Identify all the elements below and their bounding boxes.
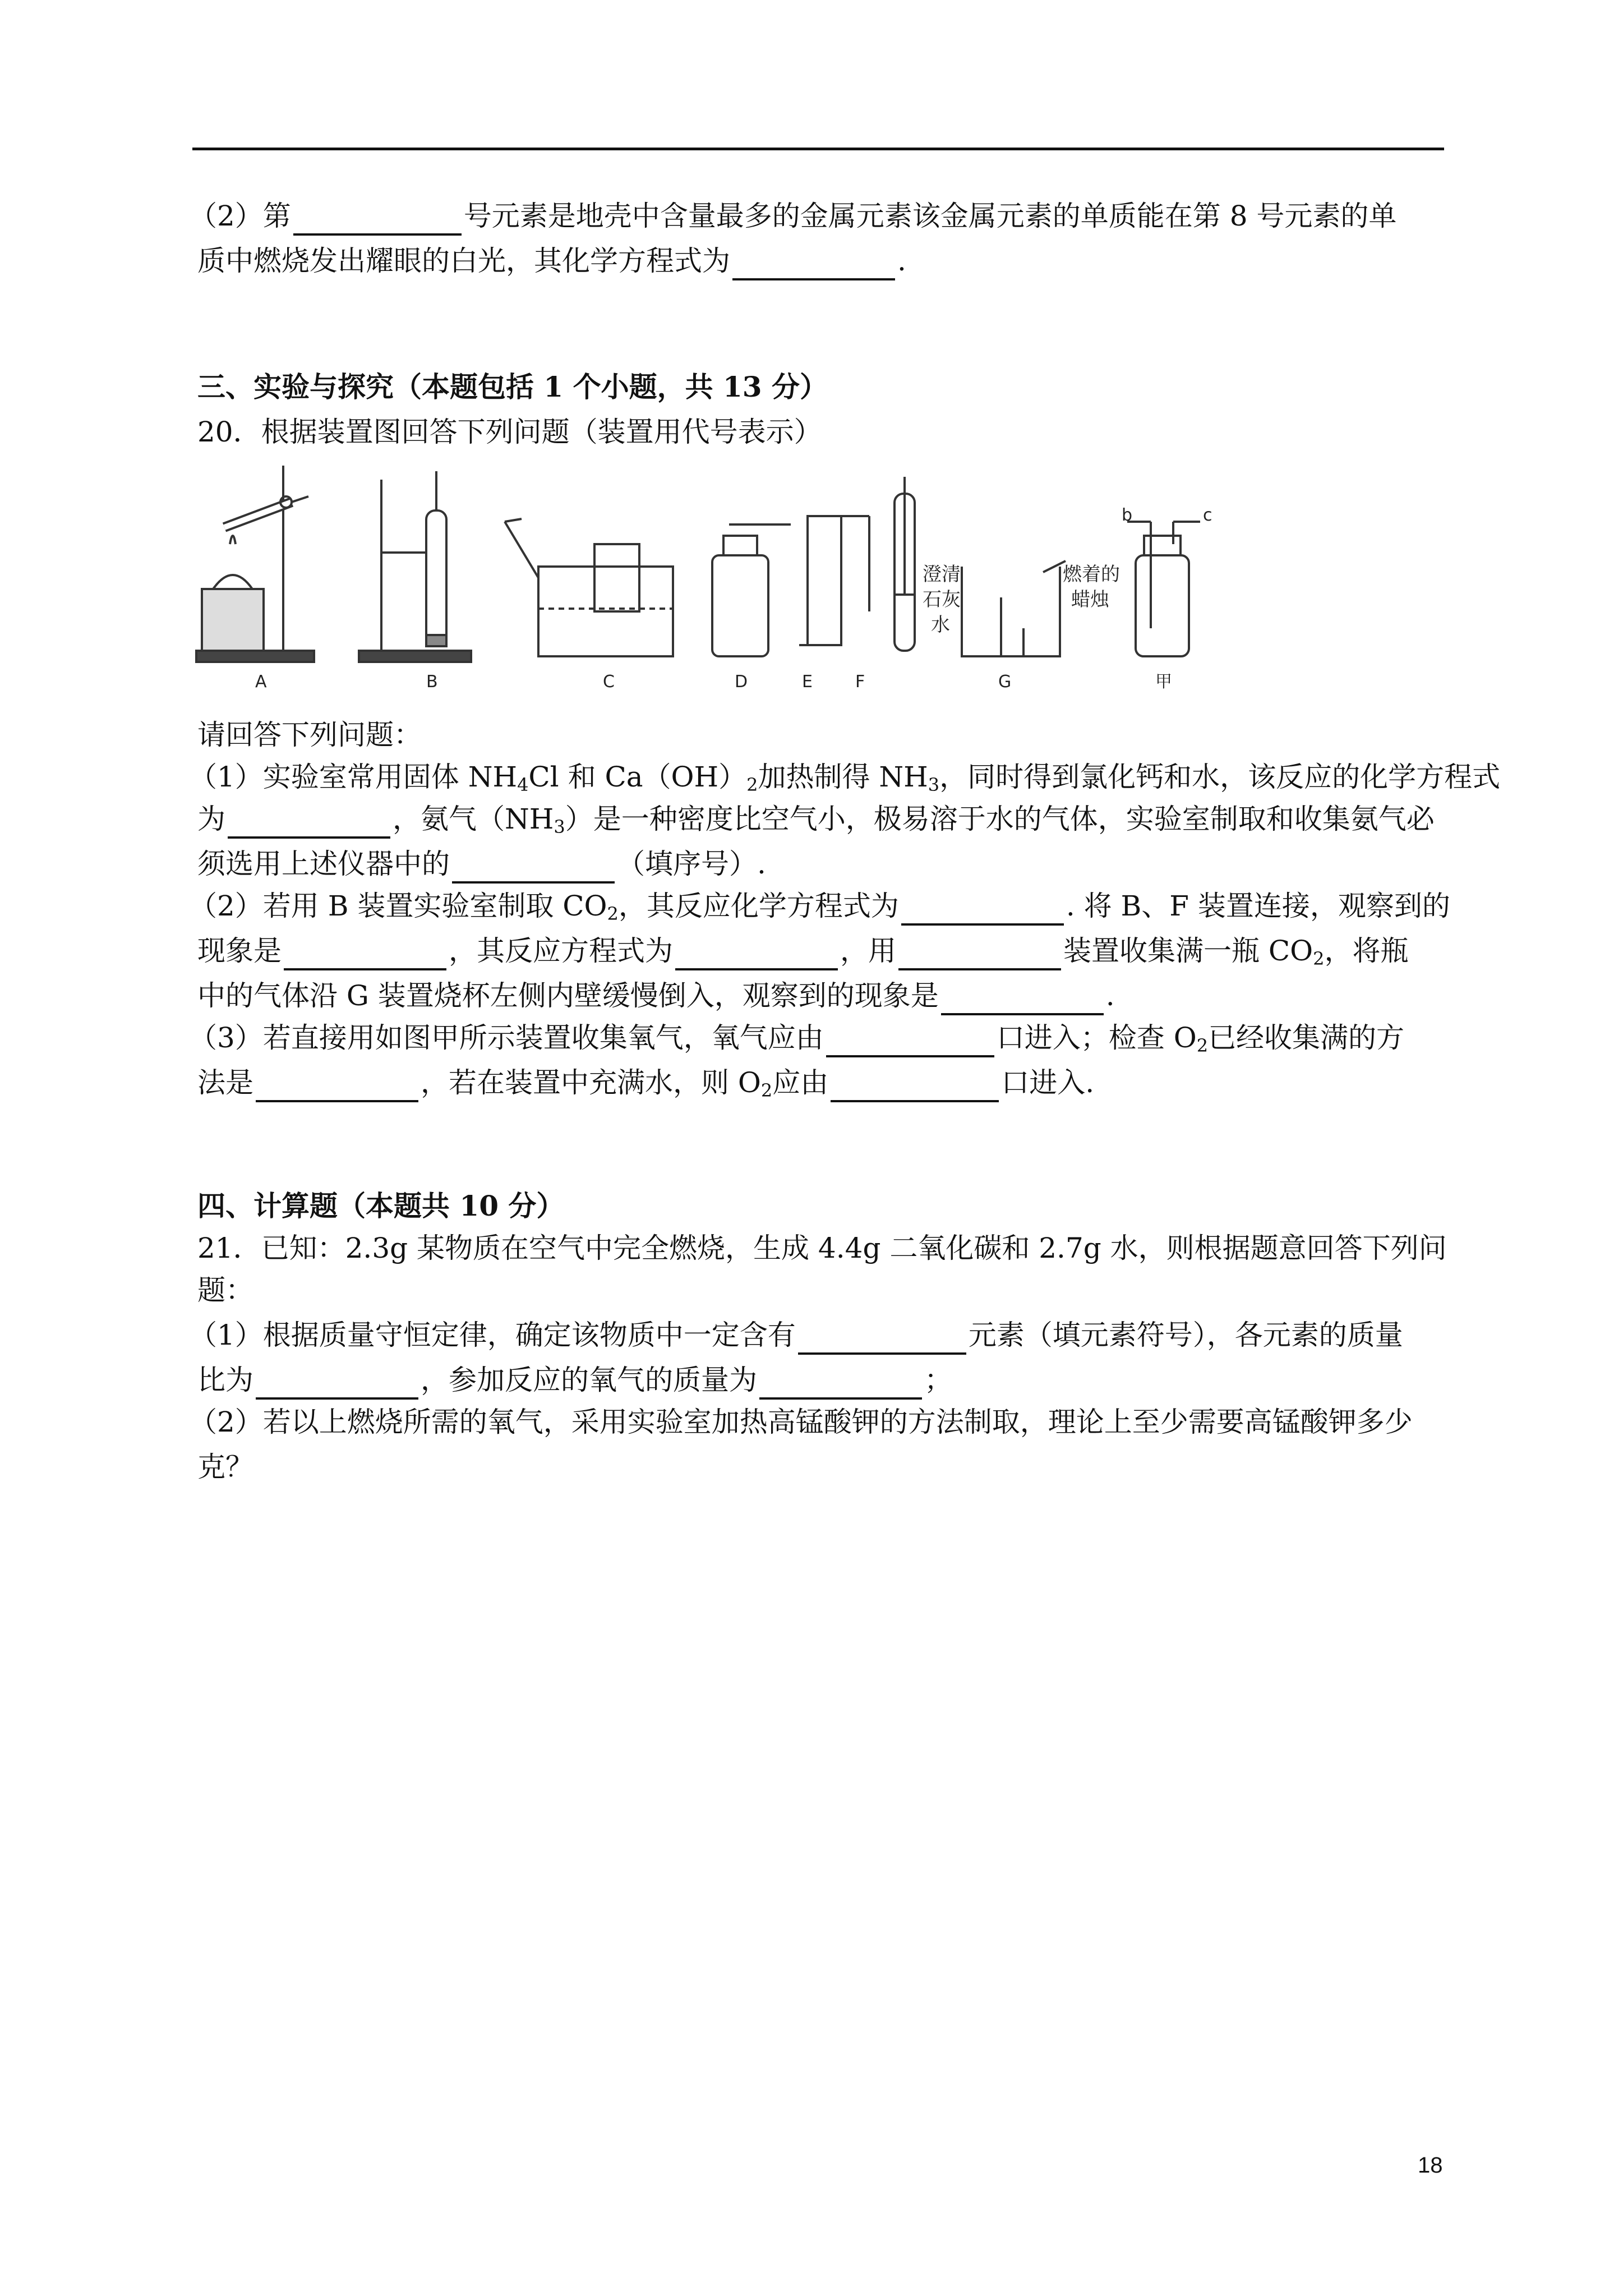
q20-part2-line1: （2）若用 B 装置实验室制取 $CO_2$，其反应化学方程式为 . 将 B、F 装置连接，观察到的 [189,890,1450,924]
limewater-label-1: 澄清 [923,563,961,586]
candle-label-1: 燃着的 [1063,563,1120,586]
answer-blank[interactable] [759,1367,922,1400]
section4-heading: 四、计算题（本题共 10 分） [197,1189,565,1222]
port-c-label: c [1203,505,1212,525]
apparatus-f [895,477,915,651]
section3-heading: 三、实验与探究（本题包括 1 个小题，共 13 分） [197,370,828,403]
answer-blank[interactable] [293,203,462,236]
answer-blank[interactable] [452,851,615,884]
answer-blank[interactable] [732,248,895,280]
apparatus-jia [1127,522,1200,656]
header-rule [192,148,1444,150]
answer-blank[interactable] [941,983,1104,1015]
page-number: 18 [1418,2153,1443,2178]
label-e: E [802,672,813,692]
label-g: G [998,672,1012,692]
label-d: D [735,672,748,692]
answer-blank[interactable] [675,938,838,970]
apparatus-e [799,516,869,645]
q20-part2-line2: 现象是 ，其反应方程式为 ，用 装置收集满一瓶 $CO_2$，将瓶 [197,935,1409,969]
label-f: F [855,672,865,692]
answer-blank[interactable] [826,1025,994,1057]
q21-part2-line1: （2）若以上燃烧所需的氧气，采用实验室加热高锰酸钾的方法制取，理论上至少需要高锰酸钾多少 [189,1406,1413,1438]
answer-blank[interactable] [901,893,1064,926]
q20-part1-line3: 须选用上述仪器中的 （填序号）. [197,844,1448,884]
apparatus-figure [191,460,1245,701]
answer-blank[interactable] [228,806,390,839]
apparatus-a [196,466,314,662]
q21-line1: 21．已知：2.3g 某物质在空气中完全燃烧，生成 4.4g 二氧化碳和 2.7g 水，则根据题意回答下列问 [197,1232,1447,1264]
apparatus-c [505,519,673,656]
answer-blank[interactable] [256,1070,418,1102]
q19-part2-line1: （2）第 号元素是地壳中含量最多的金属元素该金属元素的单质能在第 8 号元素的单 [189,196,1440,236]
label-b: B [426,672,438,692]
label-c: C [603,672,615,692]
limewater-label-2: 石灰 [923,588,961,611]
candle-label-2: 蜡烛 [1071,588,1109,611]
q20-part1-line1: （1）实验室常用固体 $NH_4Cl$ 和 $Ca(OH)_2$加热制得 $NH_3$，同时得到氯化钙和水，该反应的化学方程式 [189,761,1501,795]
q21-part2-line2: 克？ [197,1451,253,1483]
q21-line2: 题： [197,1274,253,1306]
q20-stem: 20．根据装置图回答下列问题（装置用代号表示） [197,416,822,448]
limewater-label-3: 水 [931,614,950,636]
apparatus-b [359,471,471,662]
port-b-label: b [1122,505,1133,525]
apparatus-d [712,524,791,656]
answer-blank[interactable] [898,938,1061,970]
q20-prompt: 请回答下列问题： [197,719,422,751]
q20-part2-line3: 中的气体沿 G 装置烧杯左侧内壁缓慢倒入，观察到的现象是 . [197,976,1448,1015]
apparatus-diagram [191,460,1245,701]
answer-blank[interactable] [284,938,446,970]
label-a: A [255,672,267,692]
q20-part1-line2: 为 ，氨气$(NH_3)$是一种密度比空气小，极易溶于水的气体，实验室制取和收集氨气必 [197,803,1435,838]
q19-part2-line2: 质中燃烧发出耀眼的白光，其化学方程式为 . [197,241,1448,280]
answer-blank[interactable] [256,1367,418,1400]
q21-part1-line2: 比为 ，参加反应的氧气的质量为 ； [197,1360,1448,1400]
q20-part3-line1: （3）若直接用如图甲所示装置收集氧气，氧气应由 口进入；检查 $O_2$已经收集满的方 [189,1022,1405,1056]
label-jia: 甲 [1155,672,1172,692]
answer-blank[interactable] [831,1070,999,1102]
q21-part1-line1: （1）根据质量守恒定律，确定该物质中一定含有 元素（填元素符号），各元素的质量 [189,1315,1440,1355]
q20-part3-line2: 法是 ，若在装置中充满水，则 $O_2$应由 口进入. [197,1066,1095,1101]
apparatus-g [962,561,1066,656]
answer-blank[interactable] [798,1322,966,1355]
